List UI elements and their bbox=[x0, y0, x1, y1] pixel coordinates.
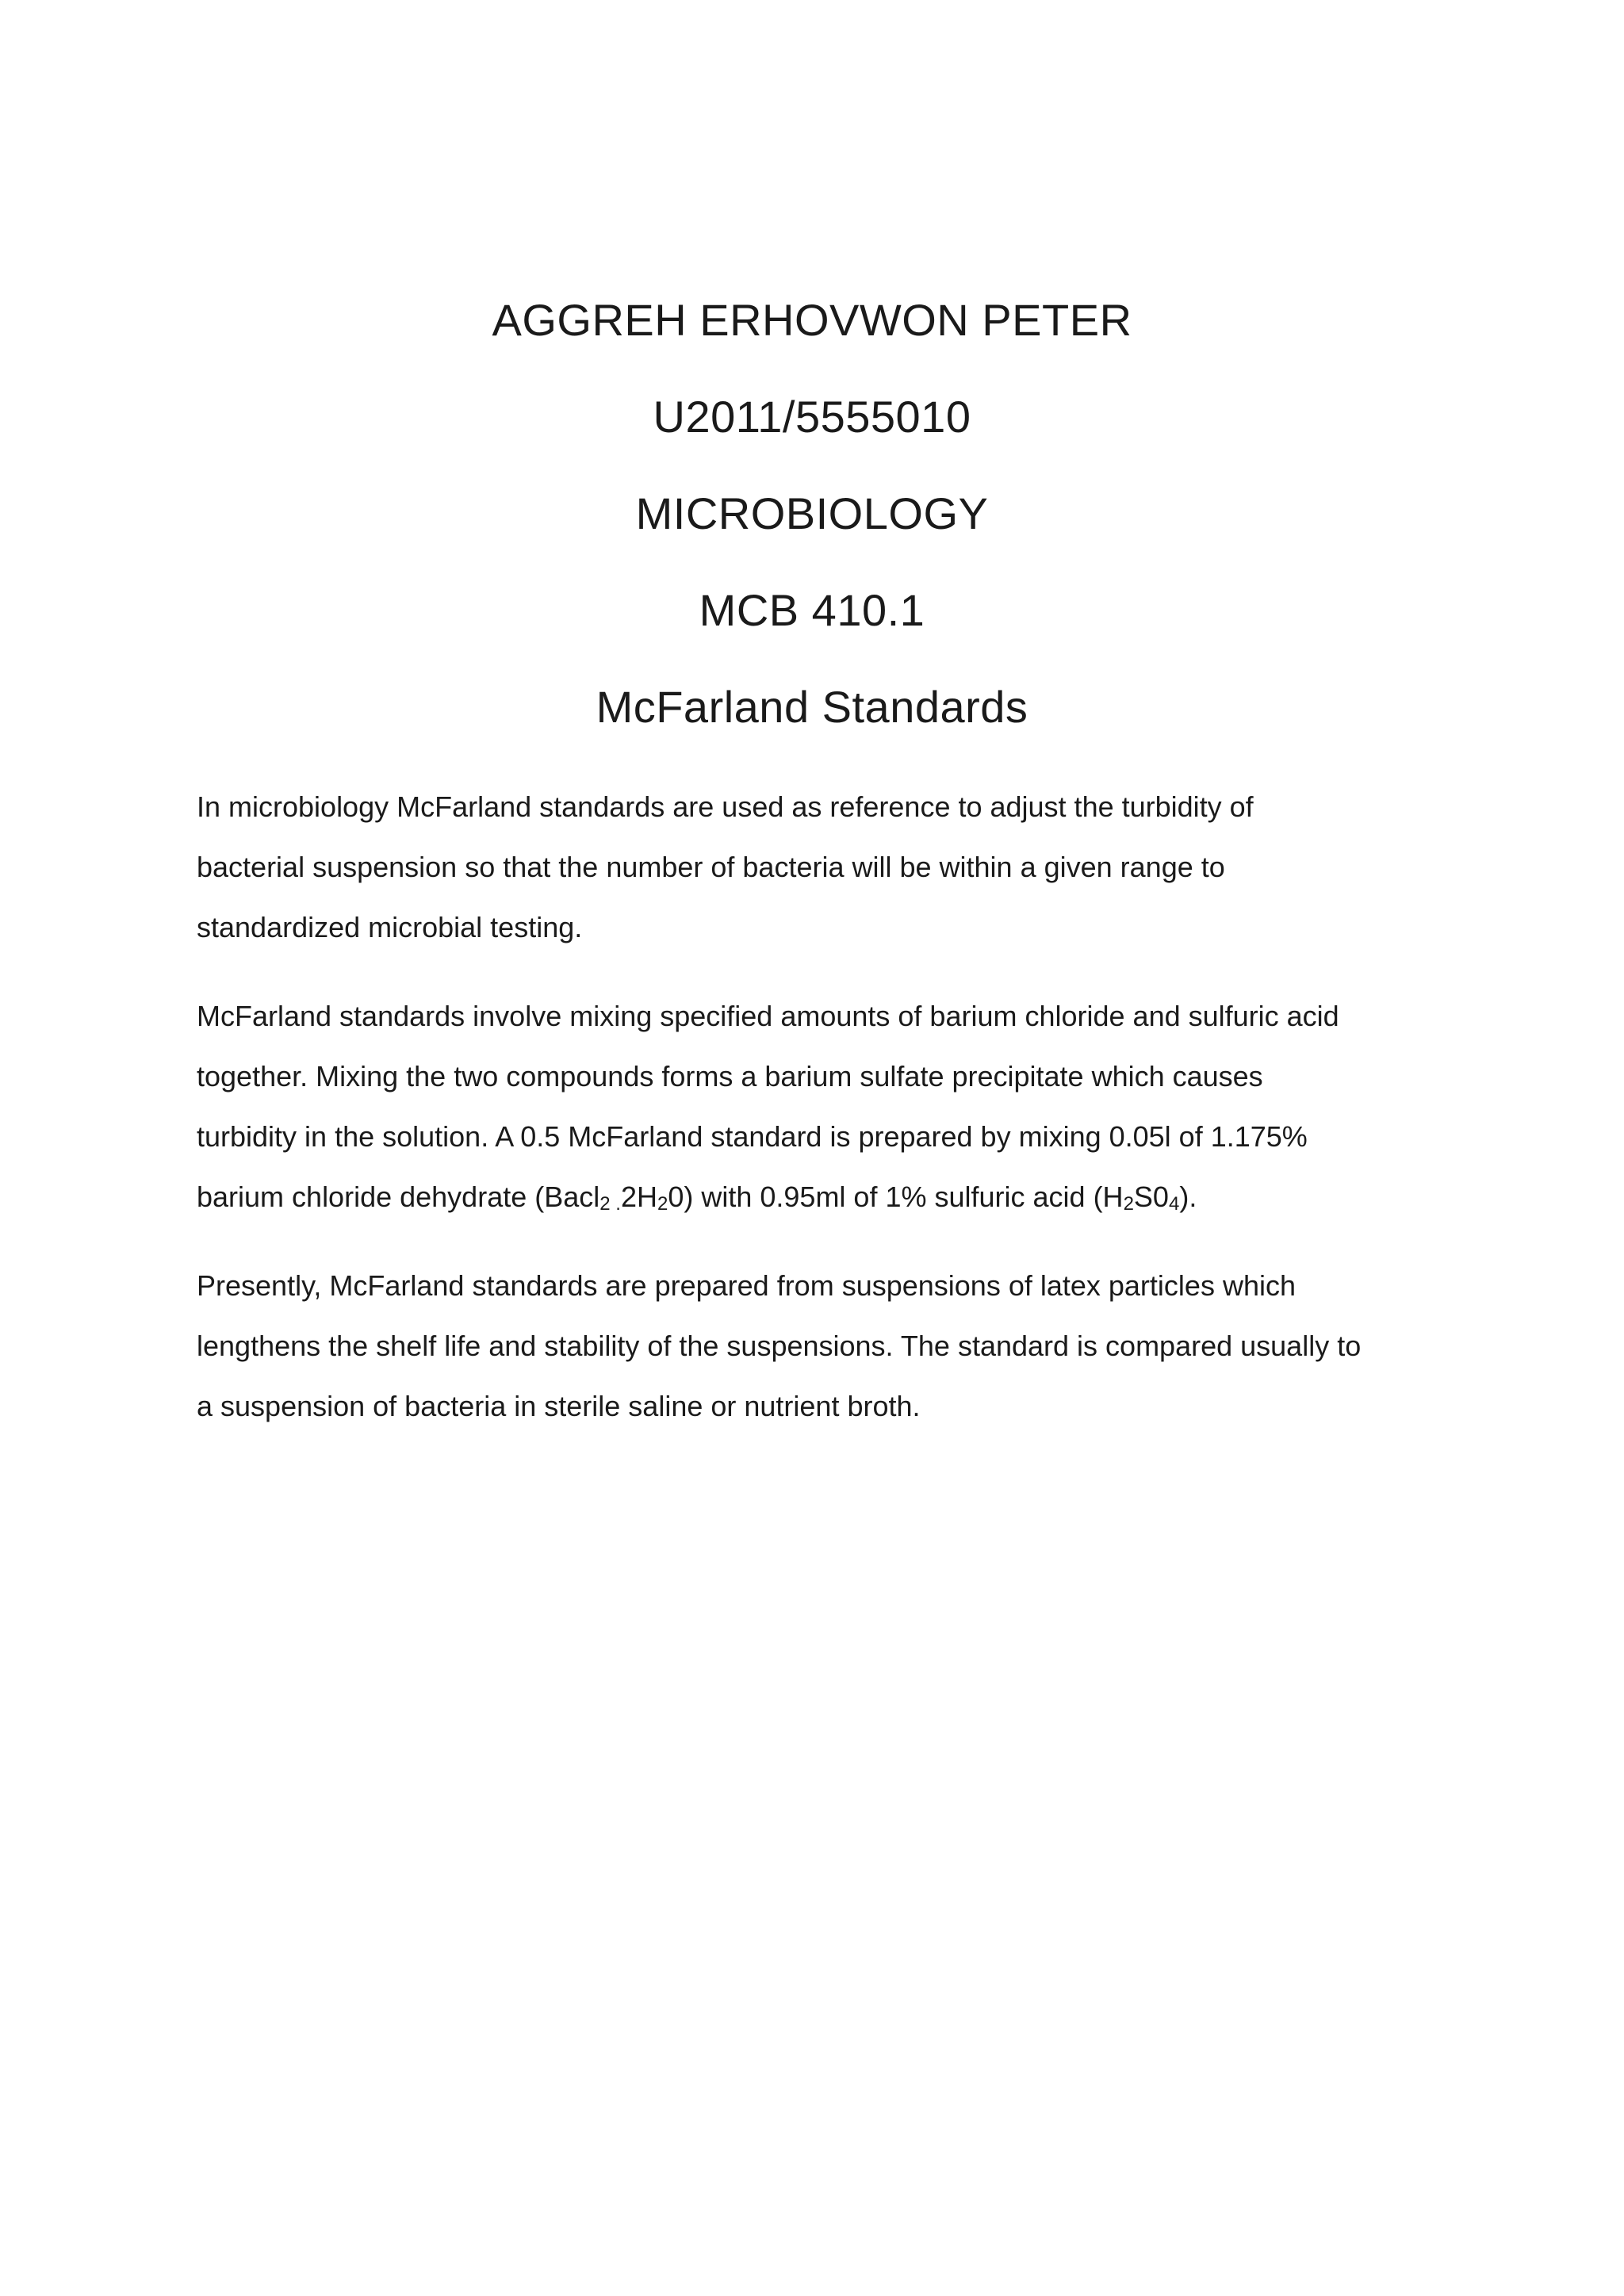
paragraph-preparation bbox=[197, 986, 1434, 1227]
text-line: a suspension of bacteria in sterile saline or nutrient broth. bbox=[197, 1390, 921, 1422]
formula-text: 2H bbox=[620, 1181, 657, 1213]
text-line: turbidity in the solution. A 0.5 McFarland standard is prepared by mixing 0.05l of 1.175% bbox=[197, 1120, 1308, 1153]
department: MICROBIOLOGY bbox=[635, 488, 989, 538]
text-line: standardized microbial testing. bbox=[197, 911, 583, 943]
registration-number: U2011/5555010 bbox=[653, 392, 971, 442]
text-line: Presently, McFarland standards are prepared from suspensions of latex particles which bbox=[197, 1269, 1296, 1302]
formula-line bbox=[197, 1167, 1434, 1227]
text-line: McFarland standards involve mixing specified amounts of barium chloride and sulfuric acid bbox=[197, 1000, 1339, 1032]
course-code: MCB 410.1 bbox=[699, 585, 925, 635]
document-title: McFarland Standards bbox=[596, 682, 1028, 732]
formula-text: 0) with 0.95ml of 1% sulfuric acid (H bbox=[668, 1181, 1124, 1213]
formula-text: barium chloride dehydrate (Bacl bbox=[197, 1181, 600, 1213]
text-line: lengthens the shelf life and stability of the suspensions. The standard is compared usually to bbox=[197, 1330, 1362, 1362]
body-text bbox=[197, 777, 1434, 1465]
text-line: In microbiology McFarland standards are used as reference to adjust the turbidity of bbox=[197, 790, 1254, 823]
paragraph-modern bbox=[197, 1256, 1434, 1437]
formula-text: ). bbox=[1179, 1181, 1197, 1213]
formula-subscript: 4 bbox=[1168, 1193, 1180, 1215]
text-line: together. Mixing the two compounds forms a barium sulfate precipitate which causes bbox=[197, 1060, 1263, 1093]
formula-subscript: 2 bbox=[1123, 1193, 1134, 1215]
title-block bbox=[0, 292, 1624, 775]
student-name: AGGREH ERHOVWON PETER bbox=[492, 295, 1132, 345]
text-line: bacterial suspension so that the number of bacteria will be within a given range to bbox=[197, 851, 1225, 883]
formula-subscript: 2 . bbox=[599, 1193, 621, 1215]
formula-subscript: 2 bbox=[657, 1193, 668, 1215]
paragraph-intro bbox=[197, 777, 1434, 958]
formula-text: S0 bbox=[1133, 1181, 1169, 1213]
